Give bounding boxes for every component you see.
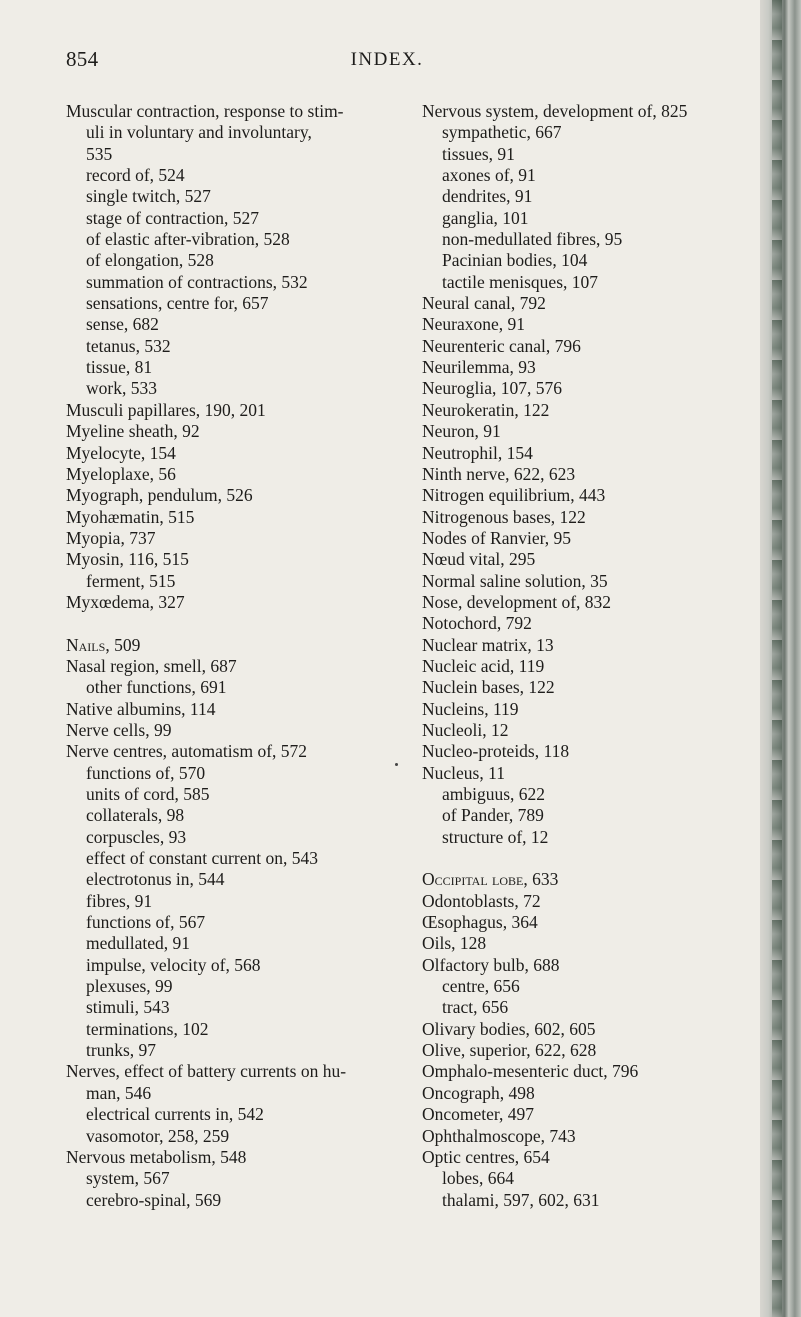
index-entry: Odontoblasts, 72 <box>422 890 541 911</box>
index-entry: Nerve cells, 99 <box>66 719 172 740</box>
index-entry: Myeloplaxe, 56 <box>66 463 176 484</box>
index-entry: Musculi papillares, 190, 201 <box>66 399 266 420</box>
index-entry: Notochord, 792 <box>422 613 532 634</box>
index-entry: Nucleoli, 12 <box>422 719 509 740</box>
index-entry: Ninth nerve, 622, 623 <box>422 463 576 484</box>
index-entry: Nucleins, 119 <box>422 698 519 719</box>
index-subentry: axones of, 91 <box>442 165 536 186</box>
index-entry: Myopia, 737 <box>66 527 156 548</box>
index-entry: Olive, superior, 622, 628 <box>422 1040 597 1061</box>
index-entry: Oncometer, 497 <box>422 1104 535 1125</box>
running-head: INDEX. <box>350 49 424 70</box>
index-entry: Occipital lobe, 633 <box>422 869 559 890</box>
index-subentry: units of cord, 585 <box>86 784 210 804</box>
index-entry: Nasal region, smell, 687 <box>66 655 237 676</box>
index-subentry: summation of contractions, 532 <box>86 271 308 292</box>
index-subentry: ferment, 515 <box>86 570 176 591</box>
index-subentry: electrotonus in, 544 <box>86 869 225 890</box>
index-subentry: corpuscles, 93 <box>86 826 187 847</box>
index-subentry: single twitch, 527 <box>86 186 211 207</box>
index-subentry: cerebro-spinal, 569 <box>86 1189 222 1210</box>
index-entry: Nucleus, 11 <box>422 762 505 783</box>
index-entry: Nodes of Ranvier, 95 <box>422 527 571 548</box>
index-entry: Myohæmatin, 515 <box>66 506 195 527</box>
index-subentry: vasomotor, 258, 259 <box>86 1125 230 1146</box>
index-subentry: trunks, 97 <box>86 1040 156 1061</box>
index-subentry: sense, 682 <box>86 314 159 335</box>
index-entry: Myelocyte, 154 <box>66 442 176 463</box>
index-entry: Oils, 128 <box>422 933 487 954</box>
index-subentry: work, 533 <box>86 378 157 399</box>
index-subentry: record of, 524 <box>86 165 185 186</box>
binding-edge <box>760 0 801 1317</box>
index-entry: Nuclein bases, 122 <box>422 677 555 698</box>
index-entry: Neuraxone, 91 <box>422 314 526 335</box>
index-subentry: Pacinian bodies, 104 <box>442 250 588 271</box>
index-column-right <box>422 101 752 1211</box>
index-subentry: plexuses, 99 <box>86 976 173 997</box>
index-entry: Nuclear matrix, 13 <box>422 634 554 655</box>
index-subentry: tissues, 91 <box>442 143 515 164</box>
index-entry: Myeline sheath, 92 <box>66 421 200 442</box>
index-entry: Myosin, 116, 515 <box>66 549 189 570</box>
index-subentry: sympathetic, 667 <box>442 122 562 143</box>
index-subentry: non-medullated fibres, 95 <box>442 229 623 250</box>
index-subentry: system, 567 <box>86 1168 170 1189</box>
index-subentry: other functions, 691 <box>86 677 227 698</box>
index-subentry: of elastic after-vibration, 528 <box>86 229 290 250</box>
index-entry: Nœud vital, 295 <box>422 549 536 570</box>
section-gap <box>422 848 752 869</box>
section-gap <box>66 613 410 634</box>
index-subentry: impulse, velocity of, 568 <box>86 954 261 975</box>
index-subentry: centre, 656 <box>442 976 520 997</box>
index-subentry: functions of, 567 <box>86 912 206 933</box>
index-subentry: fibres, 91 <box>86 890 153 911</box>
index-entry: Nervous metabolism, 548 <box>66 1146 247 1167</box>
index-entry: Neural canal, 792 <box>422 293 546 314</box>
index-entry: Muscular contraction, response to stim- <box>66 101 344 121</box>
index-entry: Normal saline solution, 35 <box>422 570 608 591</box>
index-entry: Ophthalmoscope, 743 <box>422 1125 576 1146</box>
index-entry: Neurilemma, 93 <box>422 357 536 378</box>
index-entry: Nucleic acid, 119 <box>422 655 545 676</box>
index-subentry: lobes, 664 <box>442 1168 514 1189</box>
index-entry: Myxœdema, 327 <box>66 591 185 612</box>
index-entry: Omphalo-mesenteric duct, 796 <box>422 1061 639 1082</box>
index-entry: Nerve centres, automatism of, 572 <box>66 741 308 762</box>
index-subentry: tissue, 81 <box>86 357 153 378</box>
index-subentry: sensations, centre for, 657 <box>86 293 269 314</box>
index-entry: Nitrogen equilibrium, 443 <box>422 485 606 506</box>
index-entry: Native albumins, 114 <box>66 698 216 719</box>
index-entry: Neuron, 91 <box>422 421 501 442</box>
index-subentry: ganglia, 101 <box>442 207 529 228</box>
index-subentry: medullated, 91 <box>86 933 191 954</box>
index-subentry: tract, 656 <box>442 997 509 1018</box>
page-number: 854 <box>66 47 99 71</box>
index-entry: Olfactory bulb, 688 <box>422 954 560 975</box>
index-subentry: functions of, 570 <box>86 762 206 783</box>
index-subentry: electrical currents in, 542 <box>86 1104 264 1125</box>
index-subentry: tactile menisques, 107 <box>442 271 599 292</box>
index-entry: Oncograph, 498 <box>422 1082 535 1103</box>
index-subentry: stimuli, 543 <box>86 997 170 1018</box>
index-entry: Neuroglia, 107, 576 <box>422 378 562 399</box>
index-subentry: collaterals, 98 <box>86 805 185 826</box>
index-subentry: ambiguus, 622 <box>442 784 546 804</box>
index-entry: Olivary bodies, 602, 605 <box>422 1018 596 1039</box>
index-entry: Nerves, effect of battery currents on hu- <box>66 1061 347 1082</box>
print-speck <box>395 763 398 766</box>
index-entry: Neutrophil, 154 <box>422 442 533 463</box>
index-entry: Myograph, pendulum, 526 <box>66 485 253 506</box>
index-subentry: stage of contraction, 527 <box>86 207 260 228</box>
index-entry-continuation: uli in voluntary and involuntary, <box>86 122 312 143</box>
index-subentry: effect of constant current on, 543 <box>86 848 318 869</box>
index-entry-continuation: man, 546 <box>86 1082 152 1103</box>
index-subentry: terminations, 102 <box>86 1018 209 1039</box>
index-entry: Nails, 509 <box>66 634 141 655</box>
index-column-left <box>66 101 410 1211</box>
index-subentry: thalami, 597, 602, 631 <box>442 1189 600 1210</box>
index-entry: Nervous system, development of, 825 <box>422 101 688 121</box>
index-subentry: structure of, 12 <box>442 826 549 847</box>
index-entry: Optic centres, 654 <box>422 1146 550 1167</box>
index-entry: Œsophagus, 364 <box>422 912 538 933</box>
index-entry-continuation: 535 <box>86 143 113 164</box>
index-entry: Neurenteric canal, 796 <box>422 335 581 356</box>
index-entry: Nose, development of, 832 <box>422 591 612 612</box>
index-entry: Neurokeratin, 122 <box>422 399 550 420</box>
index-subentry: dendrites, 91 <box>442 186 533 207</box>
index-subentry: tetanus, 532 <box>86 335 171 356</box>
index-subentry: of elongation, 528 <box>86 250 214 271</box>
index-subentry: of Pander, 789 <box>442 805 544 826</box>
index-entry: Nucleo-proteids, 118 <box>422 741 570 762</box>
index-entry: Nitrogenous bases, 122 <box>422 506 586 527</box>
